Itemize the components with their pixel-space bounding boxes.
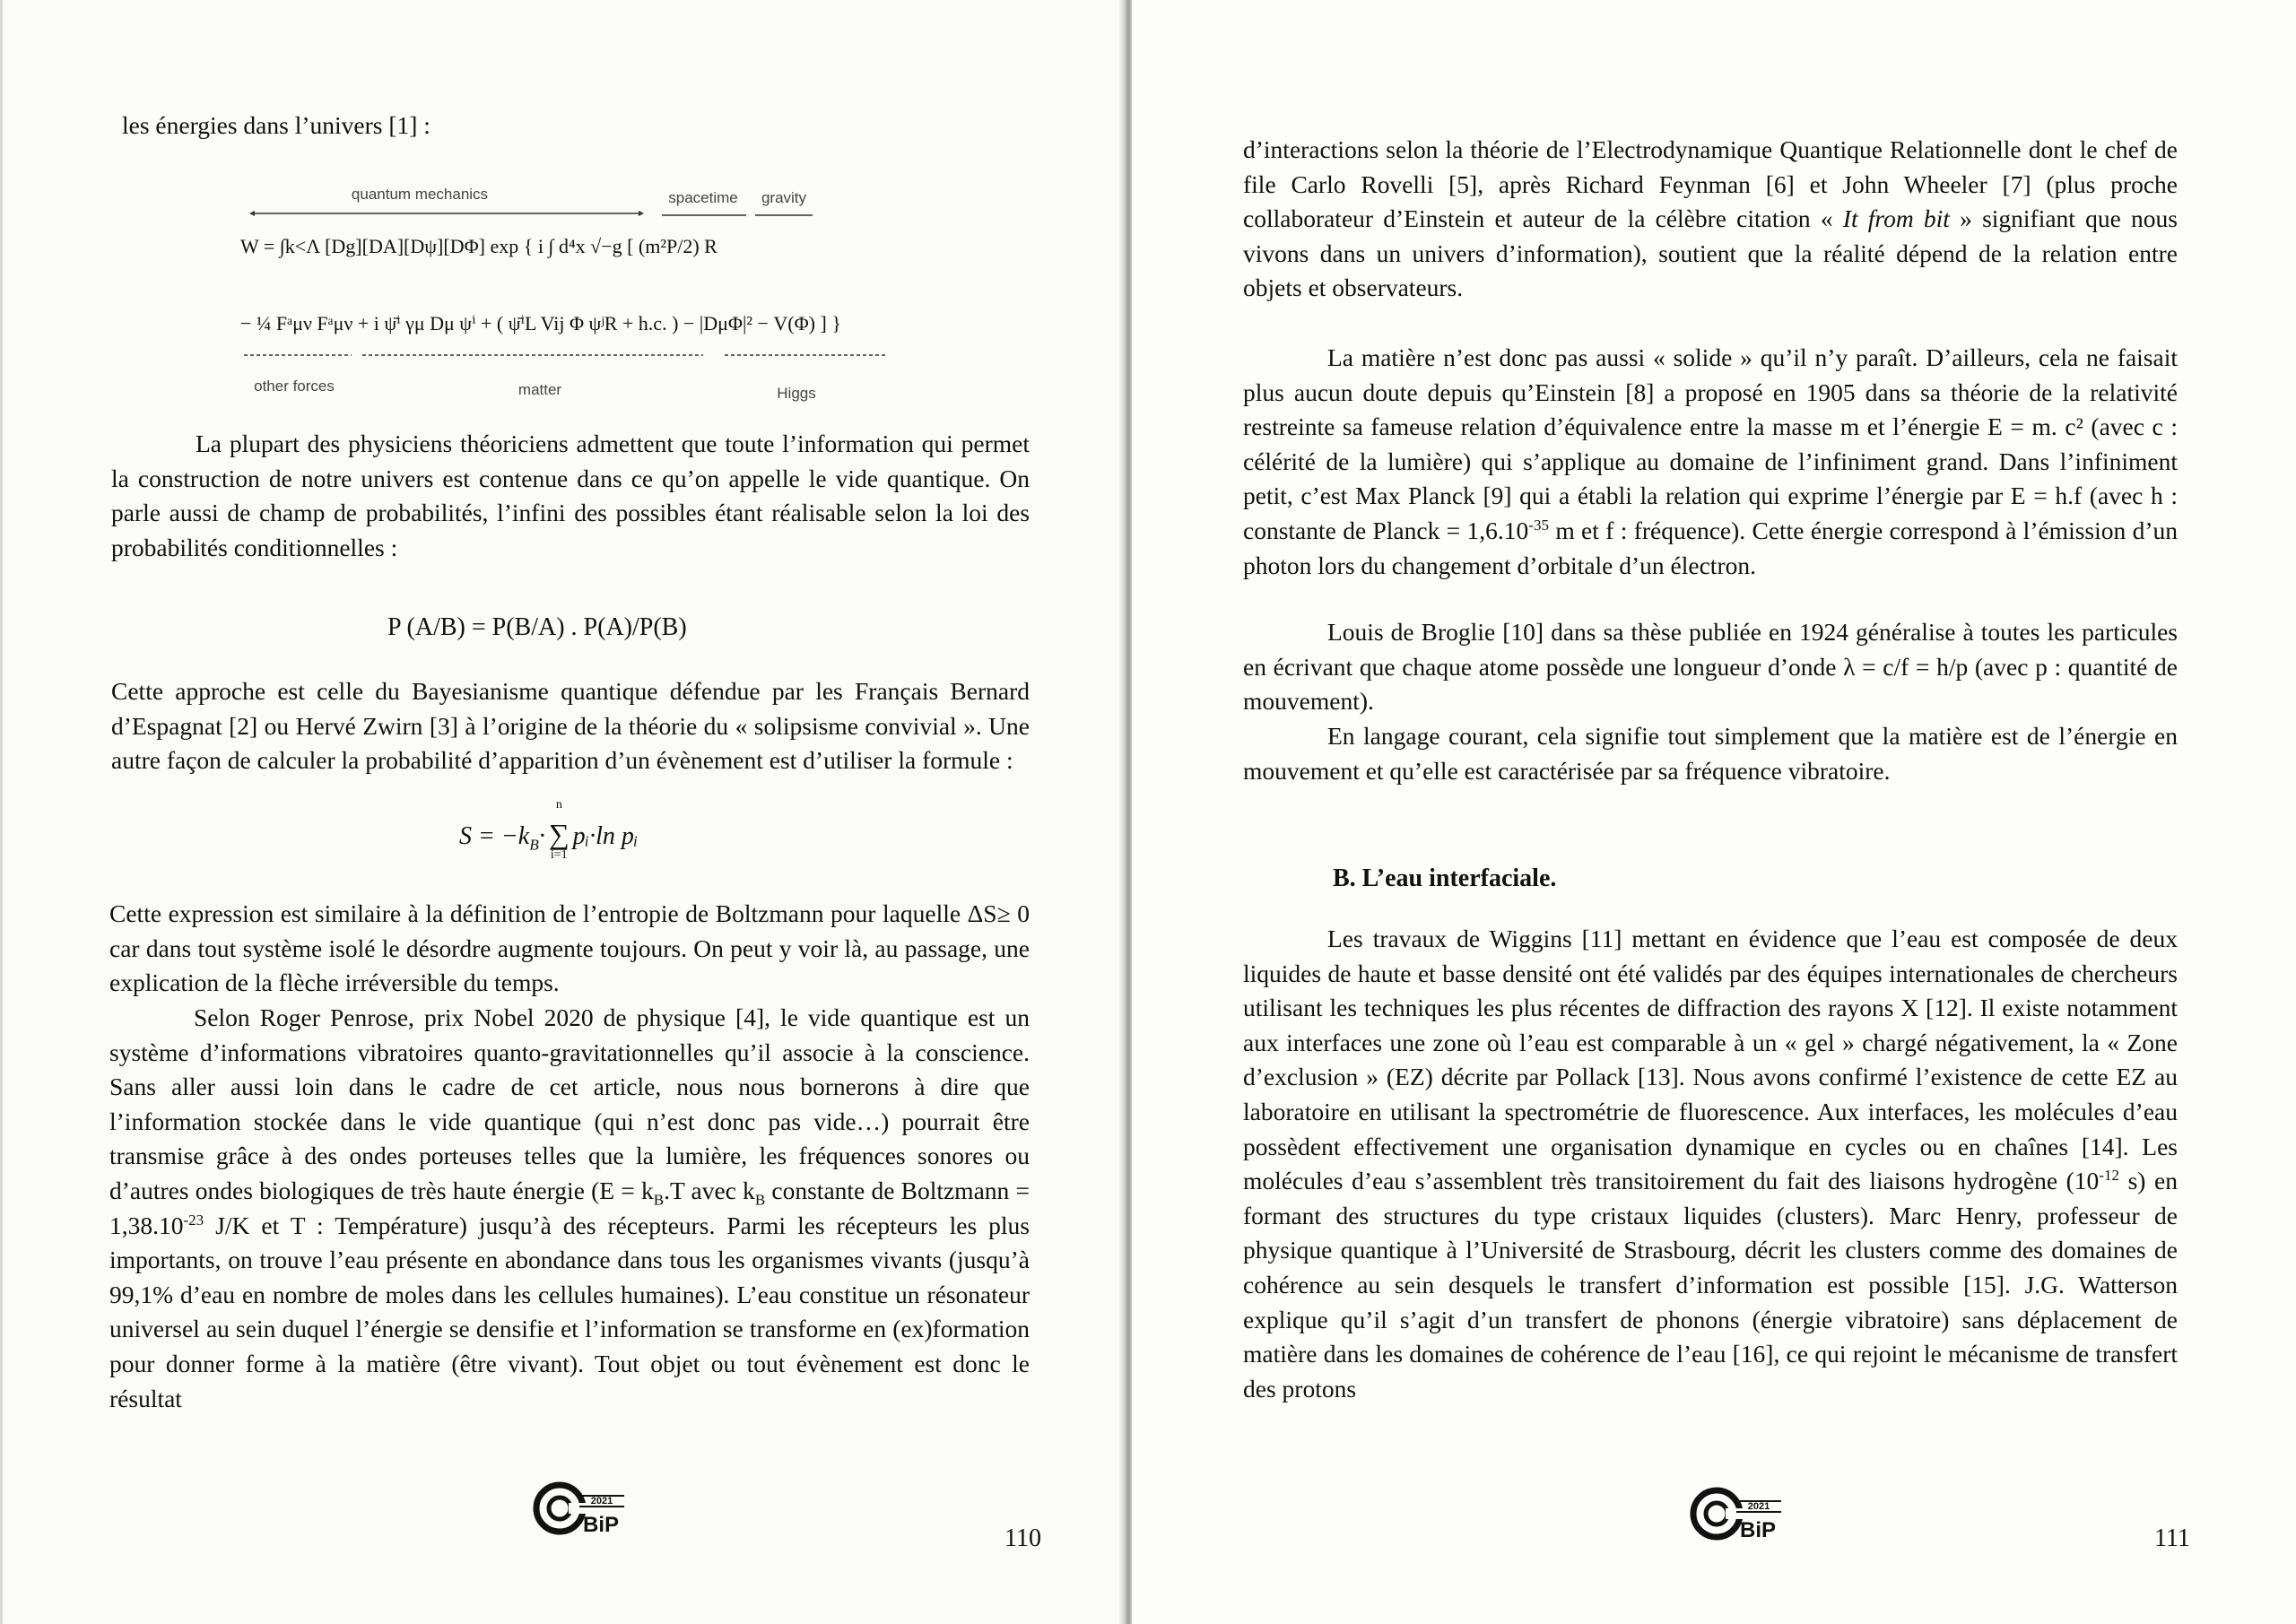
label-quantum-mechanics: quantum mechanics — [351, 186, 489, 203]
label-higgs: Higgs — [777, 385, 816, 402]
bayes-formula: P (A/B) = P(B/A) . P(A)/P(B) — [387, 613, 687, 641]
page-number-left: 110 — [1004, 1524, 1041, 1552]
lagrangian-equation — [240, 179, 922, 413]
right-paragraph-3: Louis de Broglie [10] dans sa thèse publiée en 1924 généralise à toutes les particules en écrivant que chaque atome possède une longueur d’onde λ = c/f = h/p (avec p : quantité de mouvement). — [1243, 618, 2178, 716]
svg-text:2021: 2021 — [590, 1496, 613, 1507]
left-paragraph-2: Cette approche est celle du Bayesianisme quantique défendue par les Français Bernard d’Espagnat [2] ou Hervé Zwirn [3] à l’origine de la théorie du « solipsisme convivial ». Une autre façon de calculer la probabilité d’apparition d’un évènement est d’utiliser la formule : — [111, 677, 1030, 775]
right-paragraph-2: La matière n’est donc pas aussi « solide » qu’il n’y paraît. D’ailleurs, cela ne faisait plus aucun doute depuis qu’Einstein [8] a proposé en 1905 dans sa théorie de la relativité restreinte sa fameuse relation d’équivalence entre la masse m et l’énergie E = m. c² (avec c : célérité de la lumière) qui s’applique au domaine de l’infiniment grand. Dans l’infiniment petit, c’est Max Planck [9] qui a établi la relation qui exprime l’énergie par E = h.f (avec h : constante de Planck = $1,6.10^{-35}$ m et f : fréquence). Cette énergie correspond à l’émission d’un photon lors du changement d’orbitale d’un électron. — [1243, 343, 2179, 579]
intro-line: les énergies dans l’univers [1] : — [122, 111, 430, 139]
equation-line-2: − ¼ Fᵃμν Fᵃμν + i ψ̄ⁱ γμ Dμ ψⁱ + ( ψ̄ⁱL Vij Φ ψʲR + h.c. ) − |DμΦ|² − V(Φ) ] } — [240, 312, 841, 334]
right-paragraph-5: Les travaux de Wiggins [11] mettant en évidence que l’eau est composée de deux liquides de haute et basse densité ont été validés par des équipes internationales de chercheurs utilisant les techniques les plus récentes de diffraction des rayons X [12]. Il existe notamment aux interfaces une zone où l’eau est comparable à un « gel » chargé négativement, la « Zone d’exclusion » (EZ) décrite par Pollack [13]. Nous avons confirmé l’existence de cette EZ au laboratoire en utilisant la spectrométrie de fluorescence. Aux interfaces, les molécules d’eau possèdent effectivement une organisation dynamique en cycles ou en chaînes [14]. Les molécules d’eau s’assemblent très transitoirement du fait des liaisons hydrogène ($10^{-12}$ s) en formant des structures du type cristaux liquides (clusters). Marc Henry, professeur de physique quantique à l’Université de Strasbourg, décrit les clusters comme des domaines de cohérence au sein desquels le transfert d’information est possible [15]. J.G. Watterson explique qu’il s’agit d’un transfert de phonons (énergie vibratoire) sans déplacement de matière dans les domaines de cohérence de l’eau [16], ce qui rejoint le mécanisme de transfert des protons — [1243, 925, 2178, 1403]
right-page — [1132, 0, 2296, 1624]
section-heading: B. L’eau interfaciale. — [1333, 864, 1557, 892]
page-edge — [0, 0, 3, 1624]
right-paragraph-1: d’interactions selon la théorie de l’Electrodynamique Quantique Relationnelle dont le chef de file Carlo Rovelli [5], après Richard Feynman [6] et John Wheeler [7] (plus proche collaborateur d’Einstein et auteur de la célèbre citation « It from bit » signifiant que nous vivons dans un univers d’information), soutient que la réalité dépend de la relation entre objets et observateurs. — [1243, 135, 2178, 302]
left-page — [0, 0, 1132, 1624]
svg-text:2021: 2021 — [1747, 1501, 1770, 1512]
left-paragraph-3: Cette expression est similaire à la définition de l’entropie de Boltzmann pour laquelle ΔS≥ 0 car dans tout système isolé le désordre augmente toujours. On peut y voir là, au passage, une explication de la flèche irréversible du temps. — [109, 899, 1030, 997]
equation-line-1: W = ∫k<Λ [Dg][DA][Dψ][DΦ] exp { i ∫ d⁴x √−g [ (m²P/2) R — [240, 235, 718, 257]
page-number-right: 111 — [2154, 1524, 2190, 1552]
label-spacetime: spacetime — [668, 189, 738, 206]
svg-text:BiP: BiP — [583, 1513, 620, 1537]
svg-text:BiP: BiP — [1740, 1518, 1777, 1542]
label-matter: matter — [517, 381, 562, 398]
right-paragraph-4: En langage courant, cela signifie tout simplement que la matière est de l’énergie en mouvement et qu’elle est caractérisée par sa fréquence vibratoire. — [1243, 722, 2178, 785]
left-paragraph-1: La plupart des physiciens théoriciens admettent que toute l’information qui permet la construction de notre univers est contenue dans ce qu’on appelle le vide quantique. On parle aussi de champ de probabilités, l’infini des possibles étant réalisable selon la loi des probabilités conditionnelles : — [111, 430, 1030, 561]
entropy-formula: $S = -k_B\cdot$ n ∑ i=1 pᵢ·ln pᵢ — [459, 798, 639, 862]
bip-logo — [533, 1478, 637, 1541]
label-other-forces: other forces — [254, 378, 335, 395]
left-paragraph-4: Selon Roger Penrose, prix Nobel 2020 de physique [4], le vide quantique est un système d’informations vibratoires quanto-gravitationnelles qu’il associe à la conscience. Sans aller aussi loin dans le cadre de cet article, nous nous bornerons à dire que l’information stockée dans le vide quantique (qui n’est donc pas vide…) pourrait être transmise grâce à des ondes porteuses telles que la lumière, les fréquences sonores ou d’autres ondes biologiques de très haute énergie ($E = k_B.T$ avec $k_B$ constante de Boltzmann = $1,38.10^{-23}$ J/K et T : Température) jusqu’à des récepteurs. Parmi les récepteurs les plus importants, on trouve l’eau présente en abondance dans tous les organismes vivants (jusqu’à 99,1% d’eau en nombre de moles dans les cellules humaines). L’eau constitue un résonateur universel au sein duquel l’énergie se densifie et l’information se transforme en (ex)formation pour donner forme à la matière (être vivant). Tout objet ou tout évènement est donc le résultat — [109, 1003, 1030, 1412]
label-gravity: gravity — [761, 189, 807, 206]
bip-logo — [1690, 1483, 1794, 1546]
